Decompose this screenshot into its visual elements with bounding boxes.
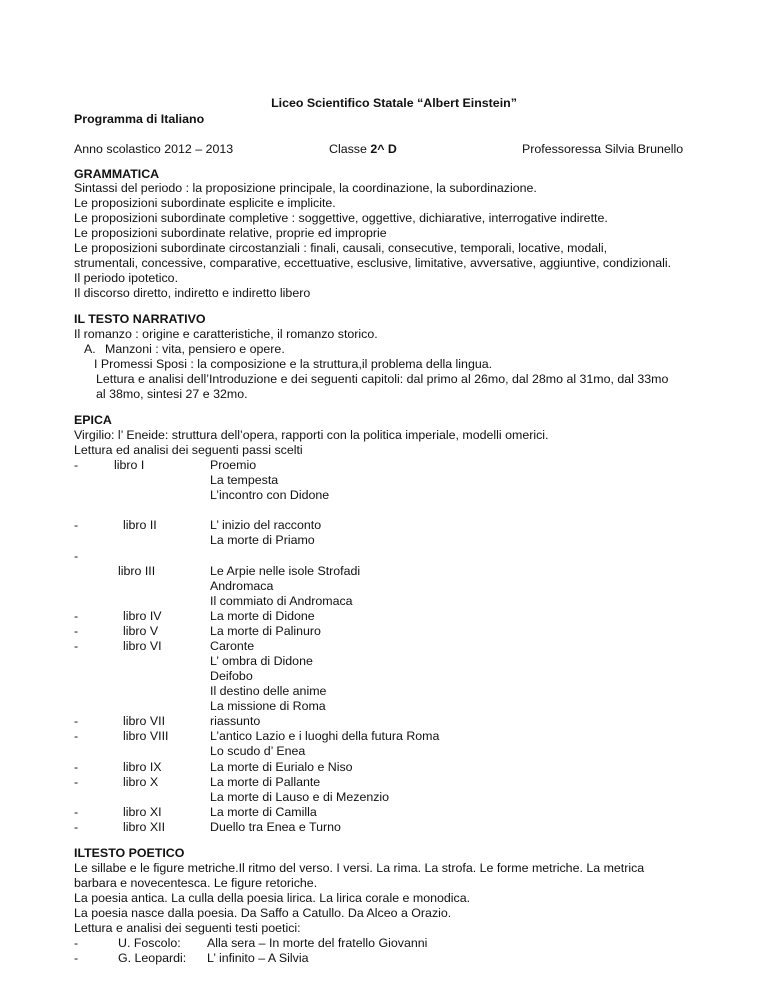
narrativo-intro: Il romanzo : origine e caratteristiche, il romanzo storico. <box>74 327 378 341</box>
grammatica-heading: GRAMMATICA <box>74 167 160 181</box>
narrativo-line: I Promessi Sposi : la composizione e la struttura,il problema della lingua. <box>94 357 493 371</box>
school-year: Anno scolastico 2012 – 2013 <box>74 142 234 156</box>
list-dash: - <box>74 639 79 653</box>
episode: La morte di Didone <box>210 609 315 623</box>
episode: La morte di Priamo <box>210 533 315 547</box>
poetico-heading: ILTESTO POETICO <box>74 846 185 860</box>
episode: Le Arpie nelle isole Strofadi <box>210 564 361 578</box>
episode: Il destino delle anime <box>210 684 327 698</box>
narrativo-item-text: Manzoni : vita, pensiero e opere. <box>105 342 285 356</box>
epica-intro: Lettura ed analisi dei seguenti passi scelti <box>74 443 303 457</box>
epica-heading: EPICA <box>74 413 112 427</box>
poet-name: G. Leopardi: <box>118 951 187 965</box>
episode: Lo scudo d’ Enea <box>210 744 306 758</box>
book-label: libro VI <box>123 639 162 653</box>
poetico-line: Lettura e analisi dei seguenti testi poetici: <box>74 921 301 935</box>
list-dash: - <box>74 951 79 965</box>
episode: L’ ombra di Didone <box>210 654 313 668</box>
book-label: libro IV <box>123 609 162 623</box>
episode: La tempesta <box>210 473 279 487</box>
list-dash: - <box>74 729 79 743</box>
list-dash: - <box>74 936 79 950</box>
list-dash: - <box>74 518 79 532</box>
episode: Duello tra Enea e Turno <box>210 820 341 834</box>
list-dash: - <box>74 760 79 774</box>
grammatica-line: Il periodo ipotetico. <box>74 271 179 285</box>
list-dash: - <box>74 820 79 834</box>
narrativo-line: al 38mo, sintesi 27 e 32mo. <box>96 387 248 401</box>
grammatica-line: Il discorso diretto, indiretto e indiretto libero <box>74 286 311 300</box>
list-dash: - <box>74 609 79 623</box>
grammatica-line: Le proposizioni subordinate circostanziali : finali, causali, consecutive, temporali, locative, modali, <box>74 241 608 255</box>
poet-works: L’ infinito – A Silvia <box>207 951 309 965</box>
book-label: libro VIII <box>123 729 169 743</box>
episode: Caronte <box>210 639 255 653</box>
book-label: libro V <box>123 624 159 638</box>
episode: L’ inizio del racconto <box>210 518 322 532</box>
list-dash: - <box>74 805 79 819</box>
book-label: libro IX <box>123 760 162 774</box>
class-label <box>329 142 397 157</box>
poet-name: U. Foscolo: <box>118 936 181 950</box>
grammatica-line: Le proposizioni subordinate completive : soggettive, oggettive, dichiarative, interrogative indirette. <box>74 211 608 225</box>
grammatica-line: strumentali, concessive, comparative, eccettuative, esclusive, limitative, avversative, aggiuntive, condizionali. <box>74 256 672 270</box>
episode: Il commiato di Andromaca <box>210 594 353 608</box>
episode: La morte di Palinuro <box>210 624 321 638</box>
class-name: 2^ D <box>370 142 397 156</box>
class-prefix: Classe <box>329 142 371 156</box>
book-label: libro I <box>114 458 145 472</box>
list-dash: - <box>74 624 79 638</box>
list-dash: - <box>74 458 79 472</box>
book-label: libro XI <box>123 805 162 819</box>
list-dash: - <box>74 714 79 728</box>
episode: L’incontro con Didone <box>210 488 330 502</box>
teacher-name: Professoressa Silvia Brunello <box>522 142 684 156</box>
narrativo-line: Lettura e analisi dell’Introduzione e dei seguenti capitoli: dal primo al 26mo, dal 28mo al 31mo, dal 33mo <box>96 372 669 386</box>
episode: riassunto <box>210 714 261 728</box>
episode: La missione di Roma <box>210 699 326 713</box>
episode: Andromaca <box>210 579 274 593</box>
grammatica-line: Sintassi del periodo : la proposizione principale, la coordinazione, la subordinazione. <box>74 181 537 195</box>
book-label: libro XII <box>123 820 166 834</box>
school-name: Liceo Scientifico Statale “Albert Einstein” <box>271 96 517 110</box>
poet-works: Alla sera – In morte del fratello Giovanni <box>207 936 428 950</box>
grammatica-line: Le proposizioni subordinate relative, proprie ed improprie <box>74 226 387 240</box>
narrativo-item-marker: A. <box>84 342 96 356</box>
book-label: libro II <box>123 518 157 532</box>
episode: L’antico Lazio e i luoghi della futura Roma <box>210 729 440 743</box>
book-label: libro X <box>123 775 159 789</box>
book-label: libro VII <box>123 714 166 728</box>
grammatica-line: Le proposizioni subordinate esplicite e implicite. <box>74 196 336 210</box>
poetico-line: La poesia antica. La culla della poesia lirica. La lirica corale e monodica. <box>74 891 471 905</box>
list-dash: - <box>74 549 79 563</box>
poetico-line: Le sillabe e le figure metriche.Il ritmo del verso. I versi. La rima. La strofa. Le forme metriche. La metrica <box>74 861 645 875</box>
episode: La morte di Camilla <box>210 805 317 819</box>
episode: La morte di Eurialo e Niso <box>210 760 353 774</box>
episode: La morte di Pallante <box>210 775 321 789</box>
episode: La morte di Lauso e di Mezenzio <box>210 790 390 804</box>
narrativo-heading: IL TESTO NARRATIVO <box>74 312 206 326</box>
poetico-line: barbara e novecentesca. Le figure retoriche. <box>74 876 318 890</box>
episode: Deifobo <box>210 669 253 683</box>
book-label: libro III <box>118 564 156 578</box>
program-title: Programma di Italiano <box>74 112 205 126</box>
poetico-line: La poesia nasce dalla poesia. Da Saffo a Catullo. Da Alceo a Orazio. <box>74 906 452 920</box>
epica-intro: Virgilio: l’ Eneide: struttura dell’opera, rapporti con la politica imperiale, modelli omerici. <box>74 428 549 442</box>
list-dash: - <box>74 775 79 789</box>
episode: Proemio <box>210 458 257 472</box>
